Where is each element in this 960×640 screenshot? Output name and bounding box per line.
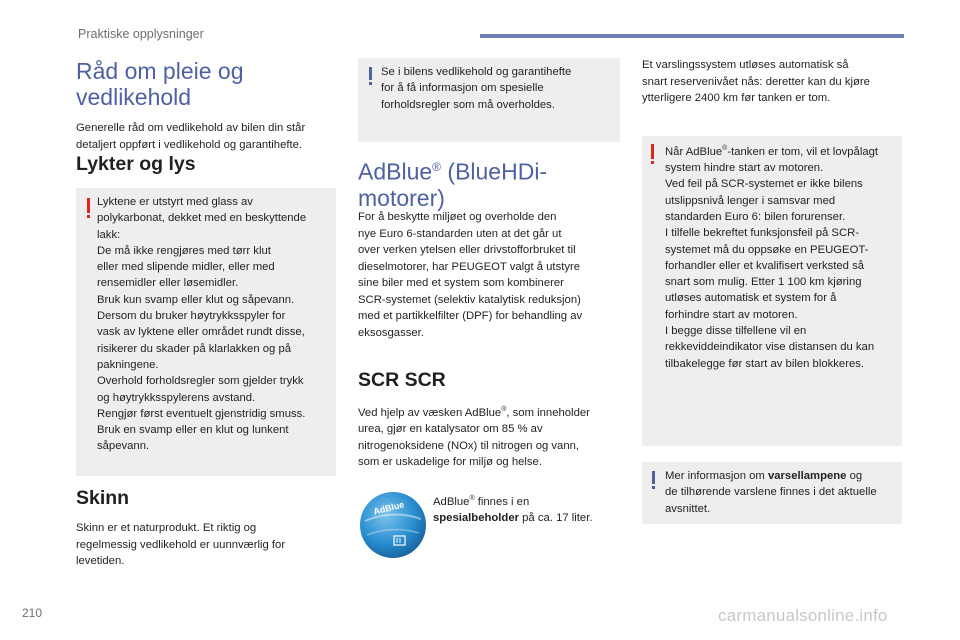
leather-line: levetiden. [76,555,125,567]
adblue-text [358,209,620,341]
registered-mark: ® [501,406,507,413]
info-icon [652,471,655,484]
adblue-tank-badge [359,491,427,559]
info-line1-b: og [846,470,863,482]
info-icon-dot [369,82,372,85]
watermark: carmanualsonline.info [718,606,888,625]
page-title-line2: vedlikehold [76,84,192,110]
adblue-title-a: AdBlue [358,158,433,185]
info-text-rest [665,484,901,517]
page-number: 210 [22,606,43,620]
adblue-badge-label: AdBlue [372,499,406,517]
info-line: avsnittet. [665,502,711,515]
adblue-empty-warning-text [665,141,901,372]
warn-line: I tilfelle bekreftet funksjonsfeil på SCR- [665,227,860,240]
warning-exclamation-dot [651,161,654,164]
warn-line: tilbakelegge før start av bilen blokkeres. [665,357,865,370]
warn-line: snart som mulig. Etter 1 100 km kjøring [665,276,862,289]
warn-line: utløses automatisk et system for å [665,292,837,305]
warn-line: forhandler eller et kvalifisert verksted så [665,259,865,272]
intro-line: Generelle råd om vedlikehold av bilen din står [76,122,306,134]
warning-system-intro [642,57,904,107]
lights-warning-line: De må ikke rengjøres med tørr klut [97,244,271,257]
info-line: de tilhørende varslene finnes i det aktuelle [665,486,877,499]
adblue-title [358,154,620,211]
info-icon [369,67,372,80]
lights-warning-line: og høytrykksspylerens avstand. [97,391,256,404]
warning-exclamation-icon [87,198,90,213]
warn-line1-b: -tanken er tom, vil et lovpålagt [727,145,879,158]
adblue-line: sine biler med et system som kombinerer [358,277,564,289]
tank-line [433,510,623,527]
maintenance-info-line: Se i bilens vedlikehold og garantihefte [381,66,572,78]
warn-line: Ved feil på SCR-systemet er ikke bilens [665,178,863,191]
lights-warning-line: såpevann. [97,440,150,453]
warning-system-line: ytterligere 2400 km før tanken er tom. [642,92,831,104]
adblue-line: For å beskytte miljøet og overholde den [358,211,557,223]
warn-text-rest [665,160,901,372]
warning-lamps-bold: varsellampene [767,470,847,482]
adblue-line: SCR-systemet (selektiv katalytisk reduksjon) [358,293,581,306]
lights-warning-text [97,194,333,455]
intro-line: detaljert oppført i vedlikehold og garantihefte. [76,138,303,151]
maintenance-info-line: for å få informasjon om spesielle [381,82,544,95]
adblue-title-b: (BlueHDi- [441,158,548,185]
warning-exclamation-icon [651,144,654,159]
lights-warning-line: vask av lyktene eller området rundt disse, [97,326,305,339]
warn-line: system hindre start av motoren. [665,162,824,175]
header-accent-bar [480,34,904,38]
section-header: Praktiske opplysninger [78,27,204,41]
lights-warning-line: eller med slipende midler, eller med [97,261,275,274]
scr-line1-a: Ved hjelp av væsken AdBlue [358,406,502,419]
scr-heading: SCR SCR [358,369,446,391]
info-line1-a: Mer informasjon om [665,470,768,482]
maintenance-info-line: forholdsregler som må overholdes. [381,98,555,111]
warn-line: rekkeviddeindikator vise distansen du kan [665,341,875,354]
warn-line: standarden Euro 6: bilen forurenser. [665,210,846,223]
warn-line [665,141,901,160]
warning-system-line: Et varslingssystem utløses automatisk så [642,59,849,71]
leather-line: regelmessig vedlikehold er uunnværlig for [76,538,286,551]
lights-warning-line: rensemidler eller løsemidler. [97,277,239,290]
adblue-line: med et partikkelfilter (DPF) for behandling av [358,310,583,322]
warning-system-line: snart reservenivået nås: deretter kan du kjøre [642,75,870,88]
scr-text-rest [358,421,620,471]
warn-line1-a: Når AdBlue [665,145,723,158]
leather-line: Skinn er et naturprodukt. Et riktig og [76,522,257,534]
lights-warning-line: lakk: [97,228,121,241]
page-title [76,58,244,110]
lights-warning-line: Bruk kun svamp eller klut og såpevann. [97,293,295,306]
lights-warning-line: polykarbonat, dekket med en beskyttende [97,212,307,225]
registered-mark: ® [722,145,728,152]
scr-text [358,402,620,471]
adblue-line: dieselmotorer, har PEUGEOT valgt å utstyre [358,260,581,273]
registered-mark: ® [432,160,442,174]
info-line [665,468,901,484]
lights-warning-line: Rengjør først eventuelt gjenstridig smuss. [97,407,306,420]
scr-line [358,402,620,421]
scr-line: nitrogenoksidene (NOx) til nitrogen og vann, [358,439,580,452]
warning-lamps-info-text [665,468,901,517]
lights-warning-line: Dersom du bruker høytrykksspyler for [97,310,286,323]
warning-exclamation-dot [87,215,90,218]
tank-line1-b: finnes i en [474,495,530,508]
leather-text [76,520,336,570]
warn-line: utslippsnivå lenger i samsvar med [665,194,836,207]
scr-line: som er uskadelige for miljø og helse. [358,456,542,469]
lights-warning-line: Overhold forholdsregler som gjelder trykk [97,375,304,388]
adblue-title-line1 [358,154,620,185]
lights-warning-box [76,188,336,476]
lights-warning-line: Lyktene er utstyrt med glass av [97,196,253,208]
tank-text [433,491,623,527]
registered-mark: ® [469,495,475,502]
warn-line: systemet må du oppsøke en PEUGEOT- [665,243,869,256]
tank-line2-rest: på ca. 17 liter. [519,512,593,525]
adblue-line: over verken ytelsen eller drivstofforbruket til [358,244,576,256]
leather-heading: Skinn [76,487,130,509]
lights-warning-line: risikerer du skader på klarlakken og på [97,342,292,355]
lights-heading: Lykter og lys [76,153,196,175]
intro-paragraph [76,120,346,153]
scr-line1-b: , som inneholder [506,406,590,419]
lights-warning-line: pakningene. [97,358,159,371]
tank-line [433,491,623,510]
adblue-line: eksosgasser. [358,326,424,339]
maintenance-info-box [358,58,620,142]
maintenance-info-text [381,64,617,113]
adblue-empty-warning-box [642,136,902,446]
page-title-line1: Råd om pleie og [76,58,244,84]
lights-warning-line: Bruk en svamp eller en klut og lunkent [97,424,289,437]
info-icon-dot [652,486,655,489]
tank-container-bold: spesialbeholder [433,512,520,525]
scr-line: urea, gjør en katalysator om 85 % av [358,423,543,436]
warn-line: forhindre start av motoren. [665,308,798,321]
warn-line: I begge disse tilfellene vil en [665,325,807,338]
adblue-title-line2: motorer) [358,184,445,211]
tank-line1-a: AdBlue [433,495,470,508]
warning-lamps-info-box [642,462,902,524]
adblue-line: nye Euro 6-standarden uten at det går ut [358,227,562,240]
